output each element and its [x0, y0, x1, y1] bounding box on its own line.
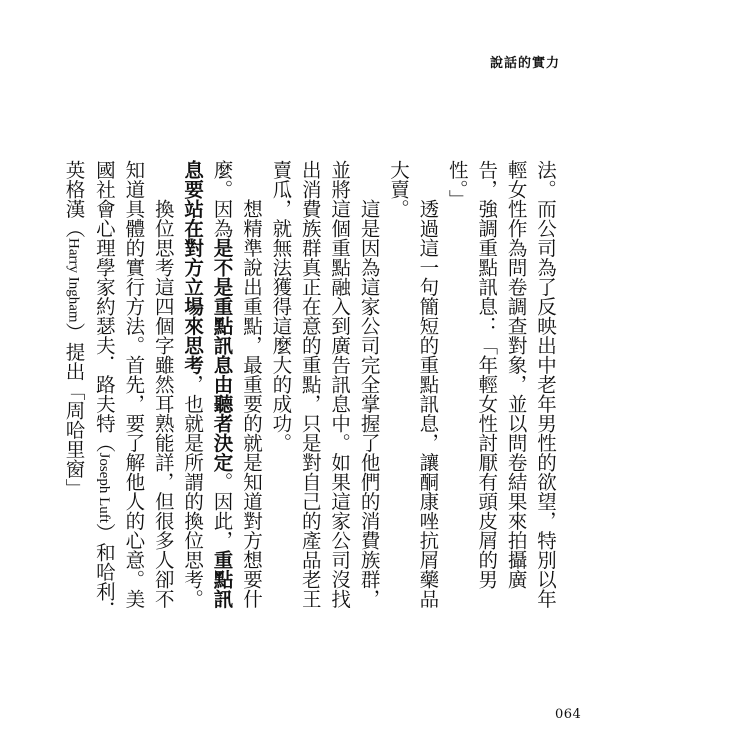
paragraph-5-text-2: ）和哈利．英格漢（ [62, 160, 116, 621]
paragraph-4 [178, 160, 266, 622]
paragraph-5-latin-2: Harry Ingham [65, 238, 82, 323]
paragraph-2: 透過這一句簡短的重點訊息，讓酮康唑抗屑藥品大賣。 [386, 160, 440, 609]
paragraph-4-bold-2: 重點訊息要站在對方立場來思考 [181, 160, 234, 609]
paragraph-4-text-1: 想精準說出重點，最重要的就是知道對方想要什麼。因為 [210, 160, 263, 609]
paragraph-5-latin-1: Joseph Luft [95, 452, 112, 523]
paragraph-3: 這是因為這家公司完全掌握了他們的消費族群，並將這個重點融入到廣告訊息中。如果這家公司沒找出消費族群真正在意的重點，只是對自己的產品老王賣瓜，就無法獲得這麼大的成功。 [269, 160, 381, 609]
paragraph-5-text-1: 換位思考這四個字雖然耳熟能詳，但很多人卻不知道具體的實行方法。首先，要了解他人的心意。美國社會心理學家約瑟夫．路夫特（ [92, 160, 175, 609]
paragraph-4-bold-1: 是不是重點訊息由聽者決定 [210, 238, 234, 472]
paragraph-1: 法。而公司為了反映出中老年男性的欲望，特別以年輕女性作為問卷調查對象，並以問卷結果來拍攝廣告，強調重點訊息：「年輕女性討厭有頭皮屑的男性。」 [445, 160, 557, 609]
paragraph-4-text-2: 。因此， [210, 472, 234, 550]
page-number: 064 [555, 707, 582, 722]
paragraph-5-text-3: ）提出「周哈里窗」 [62, 322, 86, 499]
paragraph-5 [58, 160, 178, 622]
paragraph-4-text-3: ，也就是所謂的換位思考。 [181, 374, 205, 609]
body-text [62, 160, 560, 622]
running-header: 說話的實力 [489, 56, 560, 71]
